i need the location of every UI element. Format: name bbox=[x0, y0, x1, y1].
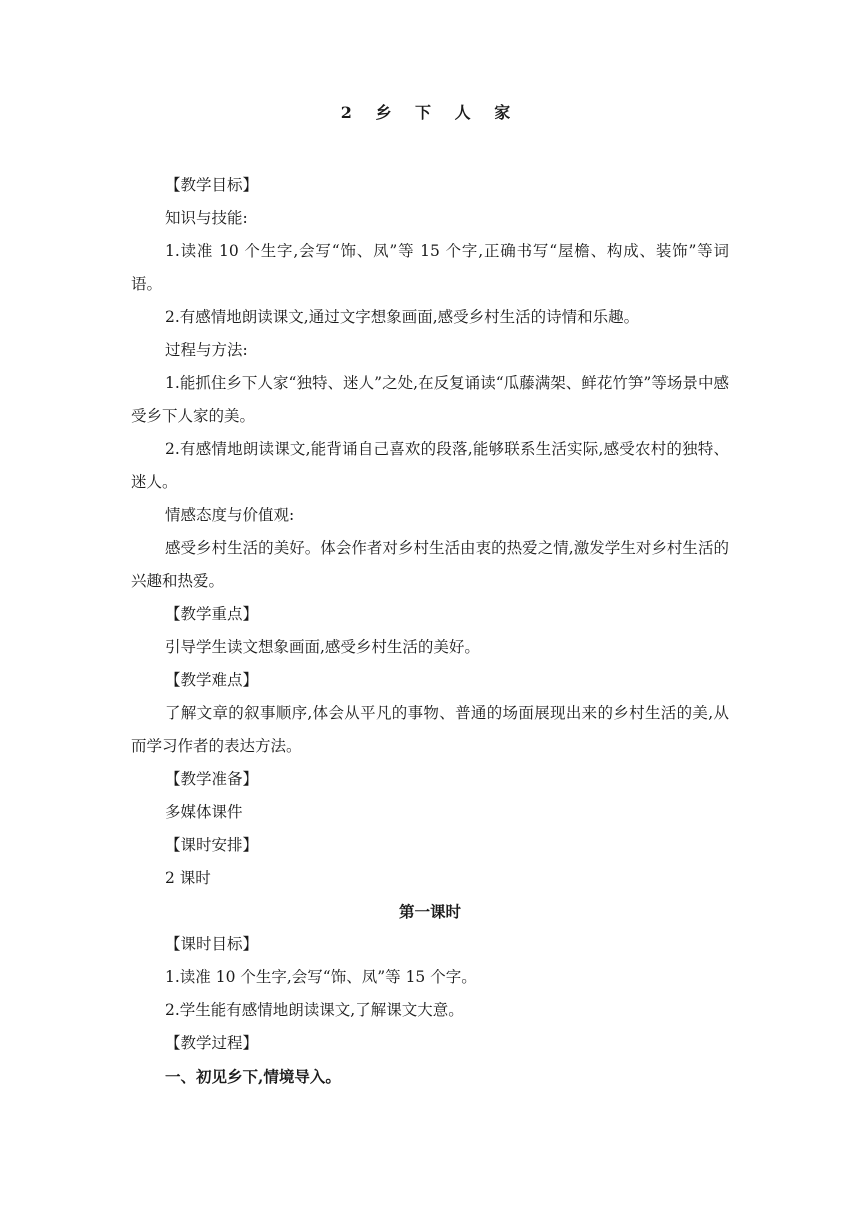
step-heading: 一、初见乡下,情境导入。 bbox=[165, 1067, 341, 1086]
document-title: 2 乡 下 人 家 bbox=[340, 103, 520, 122]
paragraph: 引导学生读文想象画面,感受乡村生活的美好。 bbox=[165, 638, 480, 656]
subheading-process-methods: 过程与方法: bbox=[165, 341, 248, 359]
heading-schedule: 【课时安排】 bbox=[165, 836, 259, 854]
objective-item: 1.读准 10 个生字,会写“饰、凤”等 15 个字,正确书写“屋檐、构成、装饰”等词语。 bbox=[131, 242, 729, 293]
paragraph: 2 课时 bbox=[165, 869, 211, 887]
objective-item: 2.有感情地朗读课文,能背诵自己喜欢的段落,能够联系生活实际,感受农村的独特、迷人。 bbox=[131, 440, 729, 491]
paragraph: 了解文章的叙事顺序,体会从平凡的事物、普通的场面展现出来的乡村生活的美,从而学习作者的表达方法。 bbox=[131, 704, 729, 755]
paragraph: 多媒体课件 bbox=[165, 803, 243, 821]
subheading-knowledge-skills: 知识与技能: bbox=[165, 209, 248, 227]
objective-item: 1.读准 10 个生字,会写“饰、凤”等 15 个字。 bbox=[165, 968, 477, 986]
heading-preparation: 【教学准备】 bbox=[165, 770, 259, 788]
document-body bbox=[131, 169, 729, 1093]
heading-teaching-objectives: 【教学目标】 bbox=[165, 176, 259, 194]
heading-key-points: 【教学重点】 bbox=[165, 605, 259, 623]
objective-item: 2.学生能有感情地朗读课文,了解课文大意。 bbox=[165, 1001, 464, 1019]
section-title-first-lesson: 第一课时 bbox=[398, 902, 461, 921]
heading-lesson-objectives: 【课时目标】 bbox=[165, 935, 259, 953]
paragraph: 感受乡村生活的美好。体会作者对乡村生活由衷的热爱之情,激发学生对乡村生活的兴趣和热爱。 bbox=[131, 539, 729, 590]
heading-difficulties: 【教学难点】 bbox=[165, 671, 259, 689]
subheading-attitudes-values: 情感态度与价值观: bbox=[165, 506, 295, 524]
objective-item: 2.有感情地朗读课文,通过文字想象画面,感受乡村生活的诗情和乐趣。 bbox=[165, 308, 640, 326]
objective-item: 1.能抓住乡下人家“独特、迷人”之处,在反复诵读“瓜藤满架、鲜花竹笋”等场景中感受乡下人家的美。 bbox=[131, 374, 729, 425]
heading-teaching-process: 【教学过程】 bbox=[165, 1034, 259, 1052]
